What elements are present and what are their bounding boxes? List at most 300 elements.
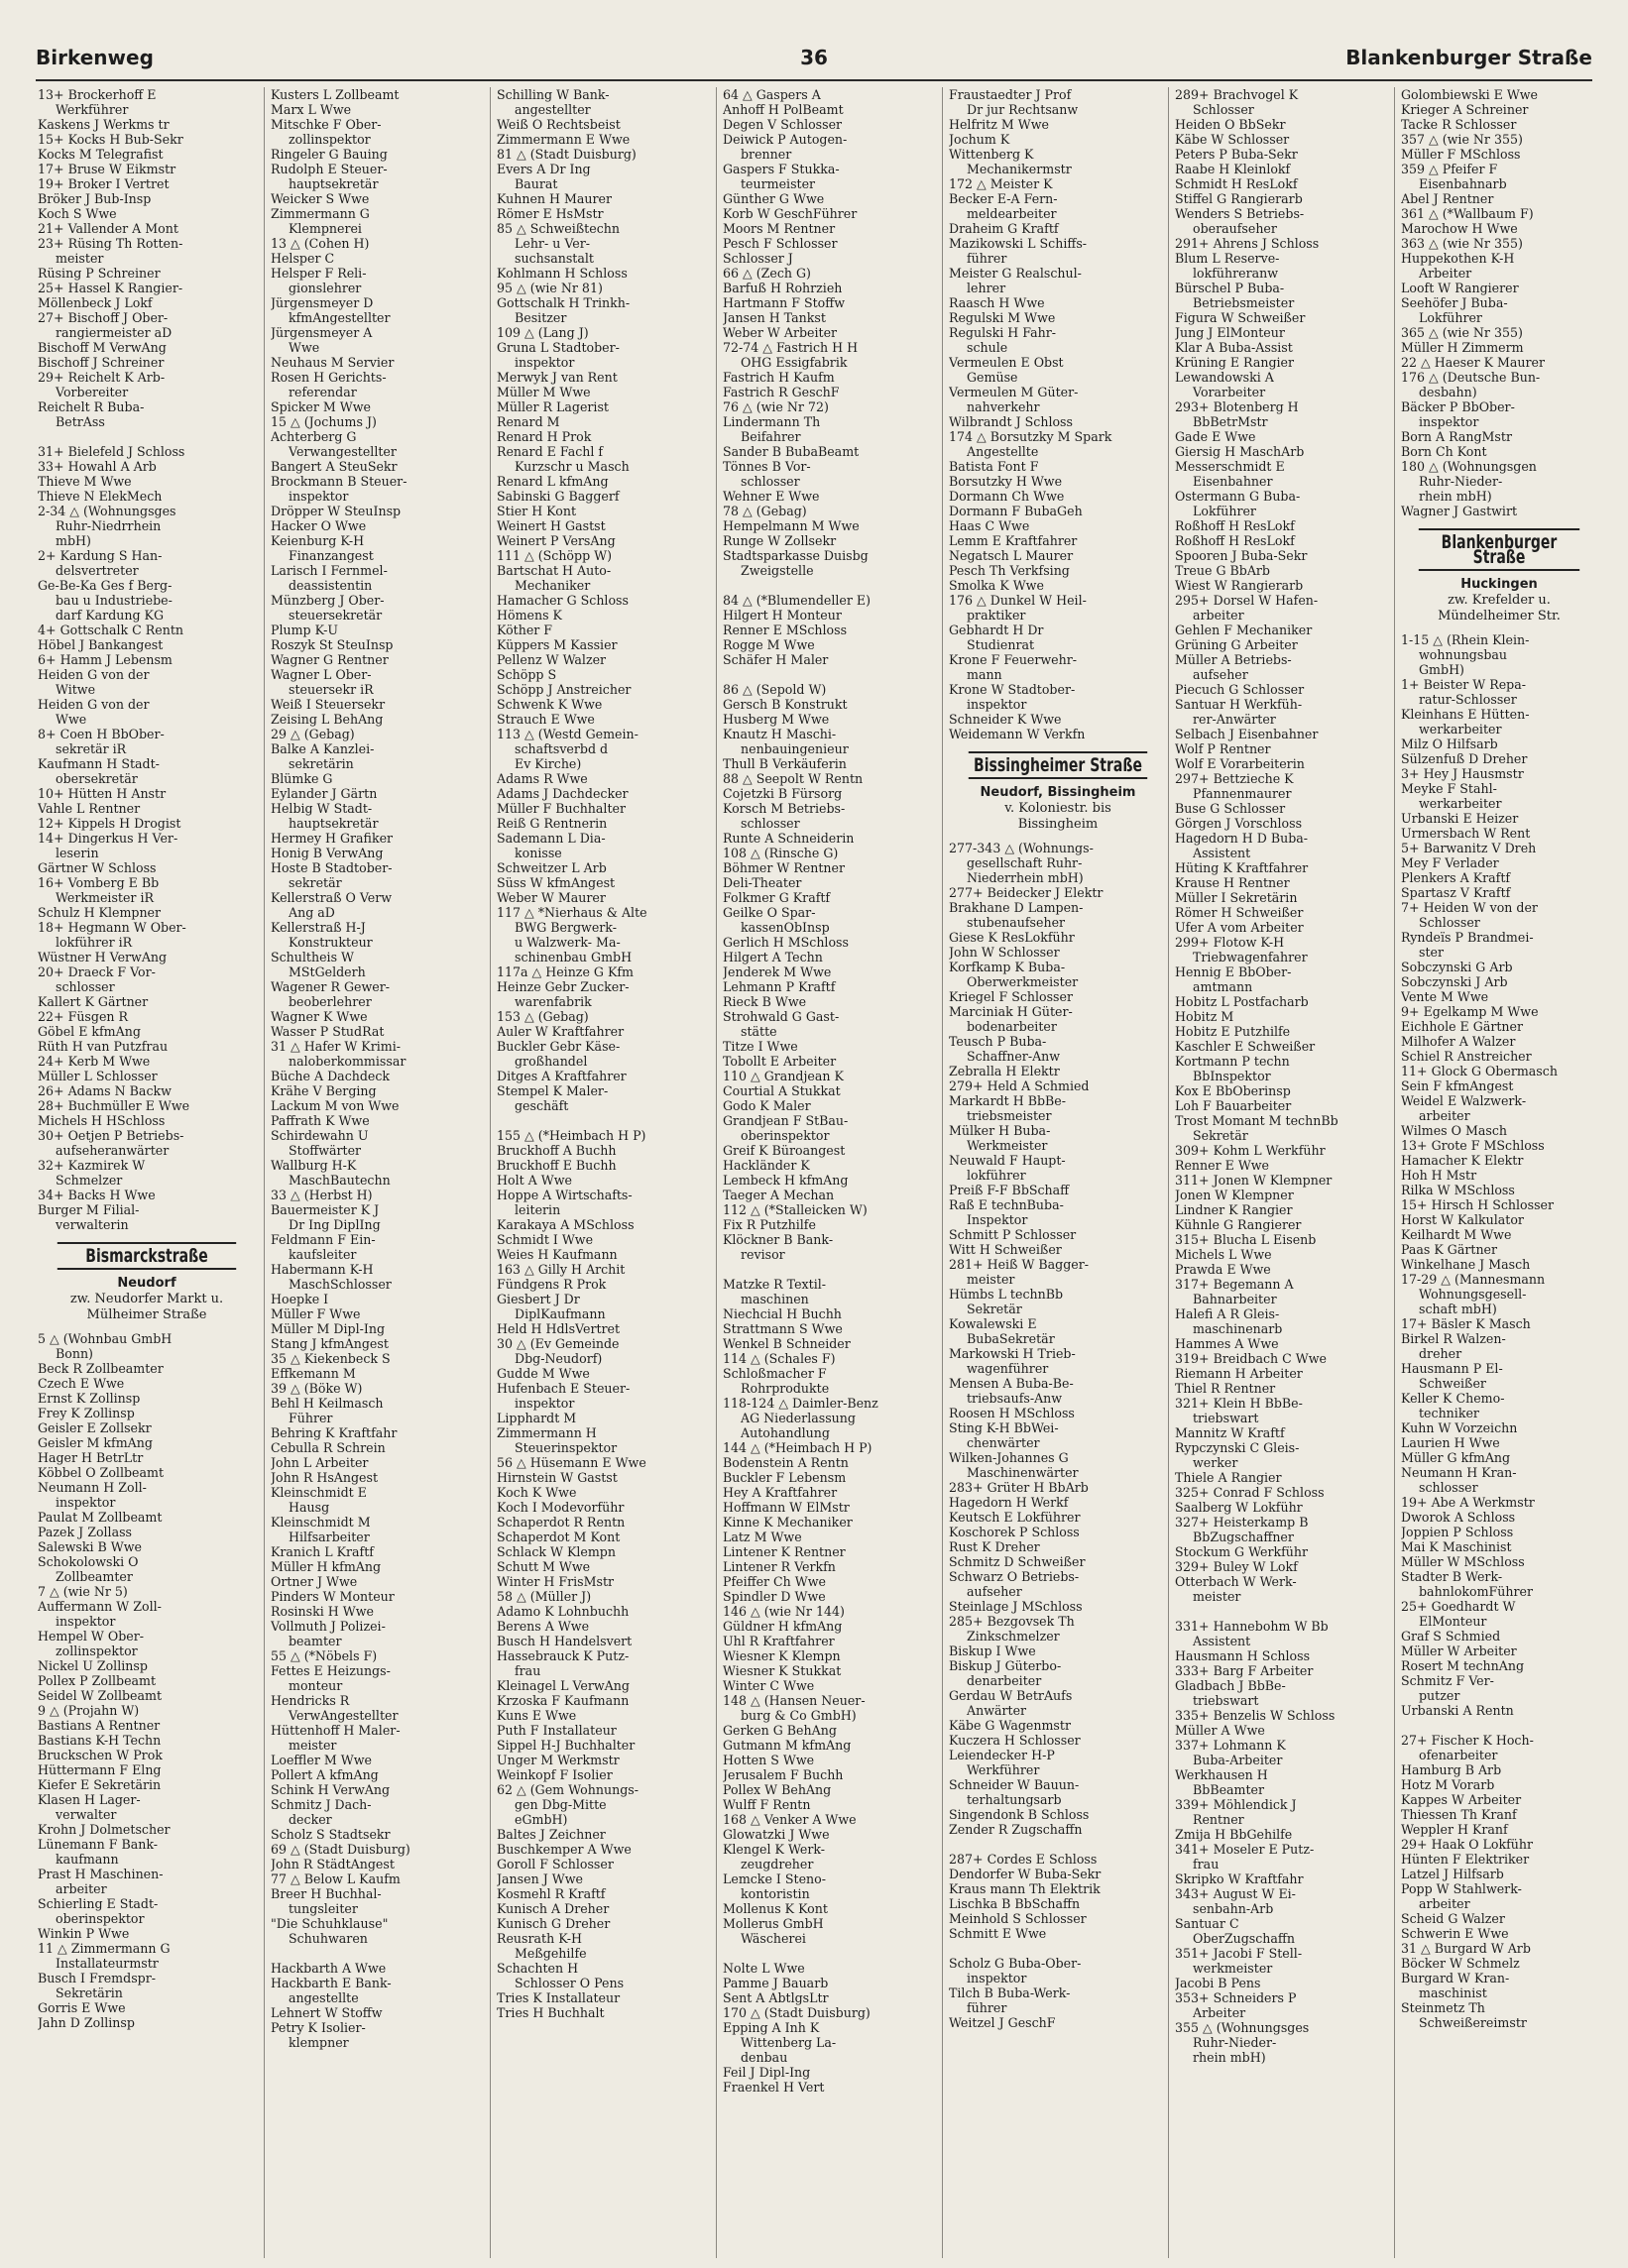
directory-entry: zollinspektor	[289, 132, 371, 147]
directory-entry: Pesch F Schlosser	[723, 236, 838, 251]
directory-entry: Godo K Maler	[723, 1098, 811, 1113]
directory-entry: Mechaniker	[515, 578, 591, 593]
directory-entry: Müller I Sekretärin	[1175, 890, 1298, 905]
directory-entry: Unger M Werkmstr	[497, 1753, 620, 1767]
directory-entry: Lipphardt M	[497, 1411, 577, 1425]
directory-entry: Köther F	[497, 623, 553, 637]
directory-entry: schlosser	[1419, 1480, 1478, 1495]
directory-entry: Sting K-H BbWei-	[949, 1420, 1059, 1435]
directory-entry: Urbanski A Rentn	[1401, 1703, 1514, 1718]
directory-entry: Jerusalem F Buchh	[723, 1767, 844, 1782]
directory-entry: Zollbeamter	[56, 1569, 133, 1584]
directory-entry: Göbel E kfmAng	[38, 1024, 141, 1039]
directory-entry: Korsch M Betriebs-	[723, 801, 846, 816]
directory-entry: Schaperdot M Kont	[497, 1530, 621, 1544]
directory-entry: Meßgehilfe	[515, 1946, 587, 1961]
directory-entry: leiterin	[515, 1202, 561, 1217]
directory-entry: Krüning E Rangier	[1175, 355, 1295, 370]
directory-entry: Bruckhoff A Buchh	[497, 1143, 617, 1158]
directory-entry: Zimmermann G	[271, 206, 370, 221]
directory-entry: Wasser P StudRat	[271, 1024, 385, 1039]
directory-entry: Lokführer	[1193, 504, 1256, 518]
directory-entry: Joppien P Schloss	[1401, 1525, 1514, 1539]
directory-entry: 114 △ (Schales F)	[723, 1351, 836, 1366]
directory-entry: 32+ Kazmirek W	[38, 1158, 146, 1173]
directory-entry	[1401, 1718, 1597, 1733]
directory-entry: Pamme J Bauarb	[723, 1976, 829, 1990]
directory-entry: triebsmeister	[967, 1108, 1052, 1123]
directory-entry: Hey A Kraftfahrer	[723, 1485, 838, 1500]
directory-entry: 27+ Bischoff J Ober-	[38, 310, 169, 325]
directory-entry: Becker E-A Fern-	[949, 191, 1058, 206]
directory-entry: 31 △ Burgard W Arb	[1401, 1941, 1531, 1956]
directory-entry: Hamacher G Schloss	[497, 593, 629, 608]
directory-entry: 176 △ Dunkel W Heil-	[949, 593, 1087, 608]
directory-entry: ratur-Schlosser	[1419, 692, 1517, 707]
directory-entry: Küppers M Kassier	[497, 637, 618, 652]
directory-entry: triebswart	[1193, 1411, 1259, 1425]
directory-entry: Prast H Maschinen-	[38, 1867, 164, 1881]
directory-entry: Sent A AbtlgsLtr	[723, 1990, 829, 2005]
directory-entry: Birkel R Walzen-	[1401, 1331, 1506, 1346]
directory-entry: Jürgensmeyer D	[271, 295, 374, 310]
directory-entry: kfmAngestellter	[289, 310, 391, 325]
directory-entry: Bastians A Rentner	[38, 1718, 161, 1733]
directory-entry: Marochow H Wwe	[1401, 221, 1518, 236]
directory-entry: Dworok A Schloss	[1401, 1510, 1516, 1525]
street-name: Bissingheimer Straße	[969, 751, 1147, 779]
directory-entry: Tacke R Schlosser	[1401, 117, 1517, 132]
directory-entry: Lemcke I Steno-	[723, 1871, 826, 1886]
directory-entry: BbBetrMstr	[1193, 414, 1268, 429]
directory-entry: Effkemann M	[271, 1366, 356, 1381]
directory-entry: Michels H HSchloss	[38, 1113, 166, 1128]
directory-entry: Barfuß H Rohrzieh	[723, 281, 843, 295]
directory-entry: Sein F kfmAngest	[1401, 1078, 1514, 1093]
directory-entry: Goroll F Schlosser	[497, 1857, 614, 1871]
directory-entry: John L Arbeiter	[271, 1455, 369, 1470]
directory-entry: meister	[1193, 1589, 1241, 1604]
directory-entry: Hilgert H Monteur	[723, 608, 842, 623]
directory-entry: Giese K ResLokführ	[949, 930, 1075, 945]
directory-entry: 281+ Heiß W Bagger-	[949, 1257, 1090, 1272]
directory-entry: Höbel J Bankangest	[38, 637, 164, 652]
directory-entry: Piecuch G Schlosser	[1175, 682, 1305, 697]
directory-entry: 2-34 △ (Wohnungsges	[38, 504, 176, 518]
directory-entry: Preiß F-F BbSchaff	[949, 1183, 1070, 1197]
directory-entry: Stang J kfmAngest	[271, 1336, 389, 1351]
directory-entry: 13 △ (Cohen H)	[271, 236, 370, 251]
directory-entry: Roßhoff H ResLokf	[1175, 518, 1295, 533]
directory-entry: Hendricks R	[271, 1693, 350, 1708]
directory-entry: Steuerinspektor	[515, 1440, 618, 1455]
directory-entry: Biskup J Güterbo-	[949, 1658, 1062, 1673]
directory-entry: Knautz H Maschi-	[723, 727, 837, 741]
directory-entry: John R HsAngest	[271, 1470, 379, 1485]
directory-entry: Urmersbach W Rent	[1401, 826, 1531, 841]
directory-entry: 110 △ Grandjean K	[723, 1069, 844, 1083]
directory-entry: Loeffler M Wwe	[271, 1753, 372, 1767]
directory-entry: sekretär	[289, 875, 342, 890]
directory-entry: Schweißer	[1419, 1376, 1486, 1391]
directory-entry: maschinist	[1419, 1985, 1487, 2000]
directory-entry: 339+ Möhlendick J	[1175, 1797, 1297, 1812]
directory-entry: Saalberg W Lokführ	[1175, 1500, 1303, 1515]
directory-entry: Born Ch Kont	[1401, 444, 1487, 459]
directory-entry: Renard H Prok	[497, 429, 592, 444]
directory-entry: Hüting K Kraftfahrer	[1175, 860, 1309, 875]
directory-entry: Schwarz O Betriebs-	[949, 1569, 1080, 1584]
directory-entry: Anhoff H PolBeamt	[723, 102, 844, 117]
directory-entry: Rüth H van Putzfrau	[38, 1039, 169, 1054]
directory-entry: 153 △ (Gebag)	[497, 1009, 589, 1024]
directory-entry: Weiß I Steuersekr	[271, 697, 386, 712]
directory-entry: Weinkopf F Isolier	[497, 1767, 613, 1782]
directory-entry: 363 △ (wie Nr 355)	[1401, 236, 1523, 251]
directory-entry: Hüttenhoff H Maler-	[271, 1723, 401, 1738]
directory-entry: Günther G Wwe	[723, 191, 825, 206]
directory-entry: Urbanski E Heizer	[1401, 811, 1519, 826]
directory-entry: Schweißereimstr	[1419, 2015, 1527, 2030]
directory-entry: Schmitz J Dach-	[271, 1797, 372, 1812]
directory-entry: Hassebrauck K Putz-	[497, 1648, 630, 1663]
directory-entry: Keilhardt M Wwe	[1401, 1227, 1512, 1242]
directory-entry: Nickel U Zollinsp	[38, 1658, 148, 1673]
directory-entry: Wolf E Vorarbeiterin	[1175, 756, 1305, 771]
directory-entry: Schlosser	[1193, 102, 1254, 117]
directory-entry: Wilbrandt J Schloss	[949, 414, 1073, 429]
directory-entry: Weitzel J GeschF	[949, 2015, 1056, 2030]
directory-entry: Lehnert W Stoffw	[271, 2005, 383, 2020]
directory-entry: Roszyk St SteuInsp	[271, 637, 394, 652]
directory-entry: Pellenz W Walzer	[497, 652, 607, 667]
directory-entry: Hoepke I	[271, 1292, 329, 1306]
directory-entry: klempner	[289, 2035, 349, 2050]
directory-entry: Hoppe A Wirtschafts-	[497, 1188, 633, 1202]
directory-entry: führer	[967, 251, 1007, 266]
directory-entry: terhaltungsarb	[967, 1792, 1062, 1807]
directory-entry: dreher	[1419, 1346, 1462, 1361]
directory-entry: praktiker	[967, 608, 1026, 623]
directory-entry: arbeiter	[1419, 1896, 1470, 1911]
directory-entry: 23+ Rüsing Th Rotten-	[38, 236, 183, 251]
directory-entry: Glowatzki J Wwe	[723, 1827, 830, 1842]
directory-entry: mbH)	[56, 533, 91, 548]
directory-entry: BbZugschaffner	[1193, 1530, 1294, 1544]
directory-entry: arbeiter	[1419, 1108, 1470, 1123]
directory-entry: Maschinenwärter	[967, 1465, 1079, 1480]
directory-entry: Böcker W Schmelz	[1401, 1956, 1520, 1971]
directory-entry: Krieger A Schreiner	[1401, 102, 1529, 117]
street-section-header	[38, 1242, 256, 1323]
directory-entry: 180 △ (Wohnungsgen	[1401, 459, 1537, 474]
directory-entry: Kleinschmidt E	[271, 1485, 367, 1500]
directory-entry: Schilling W Bank-	[497, 87, 610, 102]
directory-entry: putzer	[1419, 1688, 1460, 1703]
directory-entry: Kaskens J Werkms tr	[38, 117, 170, 132]
directory-entry: Zweigstelle	[741, 563, 814, 578]
directory-entry: Hobitz E Putzhilfe	[1175, 1024, 1291, 1039]
directory-entry: 95 △ (wie Nr 81)	[497, 281, 603, 295]
directory-entry: Niederrhein mbH)	[967, 870, 1084, 885]
directory-entry: Müller H Zimmerm	[1401, 340, 1524, 355]
directory-entry: Milz O Hilfsarb	[1401, 737, 1498, 751]
directory-entry: Selbach J Eisenbahner	[1175, 727, 1319, 741]
directory-entry: Titze I Wwe	[723, 1039, 798, 1054]
directory-entry: Draheim G Kraftf	[949, 221, 1059, 236]
directory-entry: Fastrich R GeschF	[723, 385, 840, 399]
directory-entry: MStGelderh	[289, 964, 366, 979]
directory-entry: Tobollt E Arbeiter	[723, 1054, 837, 1069]
directory-entry: Hamburg B Arb	[1401, 1762, 1502, 1777]
directory-entry: zeugdreher	[741, 1857, 814, 1871]
directory-entry: großhandel	[515, 1054, 588, 1069]
street-range: Mündelheimer Str.	[1438, 609, 1561, 624]
directory-entry: Plump K-U	[271, 623, 338, 637]
directory-entry: 299+ Flotow K-H	[1175, 935, 1285, 950]
directory-entry: Müller M Dipl-Ing	[271, 1321, 386, 1336]
directory-entry: Roosen H MSchloss	[949, 1406, 1075, 1420]
directory-entry: Kleinschmidt M	[271, 1515, 371, 1530]
directory-entry: bodenarbeiter	[967, 1019, 1057, 1034]
directory-entry: Krone F Feuerwehr-	[949, 652, 1078, 667]
directory-entry: Weies H Kaufmann	[497, 1247, 618, 1262]
directory-entry: 297+ Bettzieche K	[1175, 771, 1294, 786]
directory-entry: "Die Schuhklause"	[271, 1916, 389, 1931]
directory-entry: Verwangestellter	[289, 444, 397, 459]
directory-entry: 109 △ (Lang J)	[497, 325, 589, 340]
directory-entry: Rudolph E Steuer-	[271, 162, 388, 176]
directory-entry: Zimmermann E Wwe	[497, 132, 631, 147]
directory-entry: Schwenk K Wwe	[497, 697, 603, 712]
directory-entry: Schmidt H ResLokf	[1175, 176, 1298, 191]
directory-entry: inspektor	[967, 1971, 1027, 1985]
directory-entry: Michels L Wwe	[1175, 1247, 1272, 1262]
directory-entry: angestellte	[289, 1990, 359, 2005]
directory-entry: Ruhr-Nieder-	[1419, 474, 1503, 489]
directory-entry: Wehner E Wwe	[723, 489, 820, 504]
directory-entry: Lehr- u Ver-	[515, 236, 590, 251]
directory-entry: 174 △ Borsutzky M Spark	[949, 429, 1112, 444]
directory-entry: Tries H Buchhalt	[497, 2005, 605, 2020]
directory-entry: Werkführer	[56, 102, 129, 117]
directory-entry: wagenführer	[967, 1361, 1049, 1376]
directory-entry: Lindermann Th	[723, 414, 821, 429]
directory-entry: Meister G Realschul-	[949, 266, 1082, 281]
directory-entry: Plenkers A Kraftf	[1401, 870, 1511, 885]
directory-entry: Weiß O Rechtsbeist	[497, 117, 621, 132]
directory-entry: 111 △ (Schöpp W)	[497, 548, 613, 563]
directory-entry: 30+ Oetjen P Betriebs-	[38, 1128, 184, 1143]
directory-entry: 319+ Breidbach C Wwe	[1175, 1351, 1327, 1366]
directory-entry: Bodenstein A Rentn	[723, 1455, 849, 1470]
directory-entry: inspektor	[56, 1495, 116, 1510]
directory-entry: Auffermann W Zoll-	[38, 1599, 162, 1614]
directory-entry: 13+ Grote F MSchloss	[1401, 1138, 1545, 1153]
directory-entry: Bonn)	[56, 1346, 93, 1361]
directory-entry: obersekretär	[56, 771, 138, 786]
directory-entry: Kellerstraß H-J	[271, 920, 366, 935]
directory-entry: Kaschler E Schweißer	[1175, 1039, 1316, 1054]
directory-entry: Ruhr-Niedrrhein	[56, 518, 162, 533]
directory-entry: 343+ August W Ei-	[1175, 1886, 1296, 1901]
directory-entry: Rieck B Wwe	[723, 994, 807, 1009]
directory-entry: 28+ Buchmüller E Wwe	[38, 1098, 190, 1113]
directory-entry: nahverkehr	[967, 399, 1040, 414]
directory-entry: Latzel J Hilfsarb	[1401, 1867, 1504, 1881]
directory-entry: Klar A Buba-Assist	[1175, 340, 1293, 355]
directory-entry: 19+ Abe A Werkmstr	[1401, 1495, 1535, 1510]
directory-entry: Kusters L Zollbeamt	[271, 87, 400, 102]
directory-entry: Schmelzer	[56, 1173, 123, 1188]
directory-entry: Stier H Kont	[497, 504, 577, 518]
directory-entry: Schultheis W	[271, 950, 354, 964]
directory-entry: 30 △ (Ev Gemeinde	[497, 1336, 620, 1351]
directory-entry: revisor	[741, 1247, 785, 1262]
directory-entry: lokführeranw	[1193, 266, 1279, 281]
directory-entry: gesellschaft Ruhr-	[967, 855, 1083, 870]
directory-entry: Lewandowski A	[1175, 370, 1274, 385]
directory-entry: Hackländer K	[723, 1158, 810, 1173]
directory-entry	[1175, 1604, 1393, 1619]
directory-entry: Weidemann W Verkfn	[949, 727, 1086, 741]
directory-entry: 15+ Kocks H Bub-Sekr	[38, 132, 183, 147]
directory-entry: Kunisch G Dreher	[497, 1916, 611, 1931]
directory-entry: Ringeler G Bauing	[271, 147, 388, 162]
directory-entry: Grüning G Arbeiter	[1175, 637, 1298, 652]
directory-entry: monteur	[289, 1678, 343, 1693]
directory-entry: Kowalewski E	[949, 1316, 1037, 1331]
directory-entry: 31+ Bielefeld J Schloss	[38, 444, 185, 459]
directory-entry: 64 △ Gaspers A	[723, 87, 821, 102]
directory-entry: triebswart	[1193, 1693, 1259, 1708]
directory-entry: Böhmer W Rentner	[723, 860, 846, 875]
directory-entry: 84 △ (*Blumendeller E)	[723, 593, 871, 608]
directory-entry: werkarbeiter	[1419, 722, 1502, 737]
directory-entry: Niechcial H Buchh	[723, 1306, 842, 1321]
directory-entry: Kuczera H Schlosser	[949, 1733, 1081, 1748]
directory-entry: 31 △ Hafer W Krimi-	[271, 1039, 401, 1054]
directory-entry: Hamacher K Elektr	[1401, 1153, 1524, 1168]
directory-entry: Wilmes O Masch	[1401, 1123, 1507, 1138]
directory-entry: Vorbereiter	[56, 385, 129, 399]
directory-entry: 176 △ (Deutsche Bun-	[1401, 370, 1541, 385]
directory-entry: 62 △ (Gem Wohnungs-	[497, 1782, 639, 1797]
page-number: 36	[800, 46, 828, 69]
directory-entry: Hacker O Wwe	[271, 518, 367, 533]
directory-entry: Seidel W Zollbeamt	[38, 1688, 163, 1703]
directory-entry: Korfkamp K Buba-	[949, 960, 1066, 974]
column-6	[1168, 87, 1393, 2258]
directory-entry: Hoste B Stadtober-	[271, 860, 393, 875]
directory-entry: Assistent	[1193, 1634, 1251, 1648]
directory-entry: Messerschmidt E	[1175, 459, 1285, 474]
directory-entry: Gersch B Konstrukt	[723, 697, 848, 712]
directory-entry: Mannitz W Kraftf	[1175, 1425, 1285, 1440]
directory-entry: Zender R Zugschaffn	[949, 1822, 1083, 1837]
directory-entry: Keller K Chemo-	[1401, 1391, 1505, 1406]
directory-entry: Steinmetz Th	[1401, 2000, 1485, 2015]
directory-entry: decker	[289, 1812, 332, 1827]
directory-entry: Werkführer	[967, 1762, 1040, 1777]
directory-entry: Rüsing P Schreiner	[38, 266, 161, 281]
directory-entry: Finanzangest	[289, 548, 374, 563]
directory-entry: Scholz G Buba-Ober-	[949, 1956, 1082, 1971]
directory-entry: Buckler F Lebensm	[723, 1470, 847, 1485]
directory-entry: Hilfsarbeiter	[289, 1530, 370, 1544]
directory-entry: sekretär iR	[56, 741, 127, 756]
directory-entry: Larisch I Fernmel-	[271, 563, 388, 578]
directory-entry: Witwe	[56, 682, 96, 697]
directory-entry: Jochum K	[949, 132, 1010, 147]
directory-entry: Kraus mann Th Elektrik	[949, 1881, 1101, 1896]
directory-entry	[723, 667, 941, 682]
directory-entry: Sekretär	[967, 1302, 1022, 1316]
page-header	[36, 42, 1592, 75]
directory-entry: Wwe	[56, 712, 87, 727]
directory-entry: 317+ Begemann A	[1175, 1277, 1294, 1292]
directory-entry: Hirnstein W Gastst	[497, 1470, 618, 1485]
directory-entry: Kranich L Kraftf	[271, 1544, 374, 1559]
directory-entry: referendar	[289, 385, 357, 399]
directory-entry: Hotten S Wwe	[723, 1753, 815, 1767]
directory-entry: Marx L Wwe	[271, 102, 352, 117]
directory-entry: Dendorfer W Buba-Sekr	[949, 1867, 1102, 1881]
directory-entry: Weppler H Kranf	[1401, 1822, 1508, 1837]
directory-entry: Bangert A SteuSekr	[271, 459, 398, 474]
directory-entry: Wallburg H-K	[271, 1158, 357, 1173]
directory-entry: Sülzenfuß D Dreher	[1401, 751, 1528, 766]
directory-entry: Czech E Wwe	[38, 1376, 125, 1391]
directory-entry: Otterbach W Werk-	[1175, 1574, 1297, 1589]
directory-entry: Käbe G Wagenmstr	[949, 1718, 1071, 1733]
directory-entry: Nolte L Wwe	[723, 1961, 805, 1976]
directory-entry: Renner E MSchloss	[723, 623, 848, 637]
directory-entry: maschinen	[741, 1292, 809, 1306]
directory-entry: MaschSchlosser	[289, 1277, 392, 1292]
column-7	[1394, 87, 1597, 2258]
directory-entry: 144 △ (*Heimbach H P)	[723, 1440, 872, 1455]
directory-entry: Cebulla R Schrein	[271, 1440, 386, 1455]
directory-entry: Fettes E Heizungs-	[271, 1663, 391, 1678]
directory-entry: Lindner K Rangier	[1175, 1202, 1293, 1217]
directory-entry: Held H HdlsVertret	[497, 1321, 621, 1336]
directory-entry: Golombiewski E Wwe	[1401, 87, 1539, 102]
directory-entry: 9+ Egelkamp M Wwe	[1401, 1004, 1539, 1019]
directory-entry: Schäfer H Maler	[723, 652, 829, 667]
directory-entry: deassistentin	[289, 578, 373, 593]
directory-entry: Behring K Kraftfahr	[271, 1425, 398, 1440]
directory-entry: Smolka K Wwe	[949, 578, 1044, 593]
directory-entry: Vermeulen E Obst	[949, 355, 1064, 370]
directory-entry: Schlosser J	[723, 251, 793, 266]
directory-entry: frau	[1193, 1857, 1220, 1871]
directory-entry: Gottschalk H Trinkh-	[497, 295, 631, 310]
street-range: Bissingheim	[1017, 817, 1099, 832]
directory-entry: darf Kardung KG	[56, 608, 165, 623]
directory-entry: Koschorek P Schloss	[949, 1525, 1080, 1539]
directory-entry: Gudde M Wwe	[497, 1366, 590, 1381]
directory-entry: Hausmann H Schloss	[1175, 1648, 1311, 1663]
directory-entry: Schöpp J Anstreicher	[497, 682, 632, 697]
directory-entry: Thieve M Wwe	[38, 474, 132, 489]
directory-entry: Wenkel B Schneider	[723, 1336, 851, 1351]
directory-entry: Klengel K Werk-	[723, 1842, 826, 1857]
directory-entry: denbau	[741, 2050, 788, 2065]
directory-entry: Weber W Arbeiter	[723, 325, 838, 340]
directory-entry: delsvertreter	[56, 563, 139, 578]
directory-entry: Hackbarth A Wwe	[271, 1961, 387, 1976]
